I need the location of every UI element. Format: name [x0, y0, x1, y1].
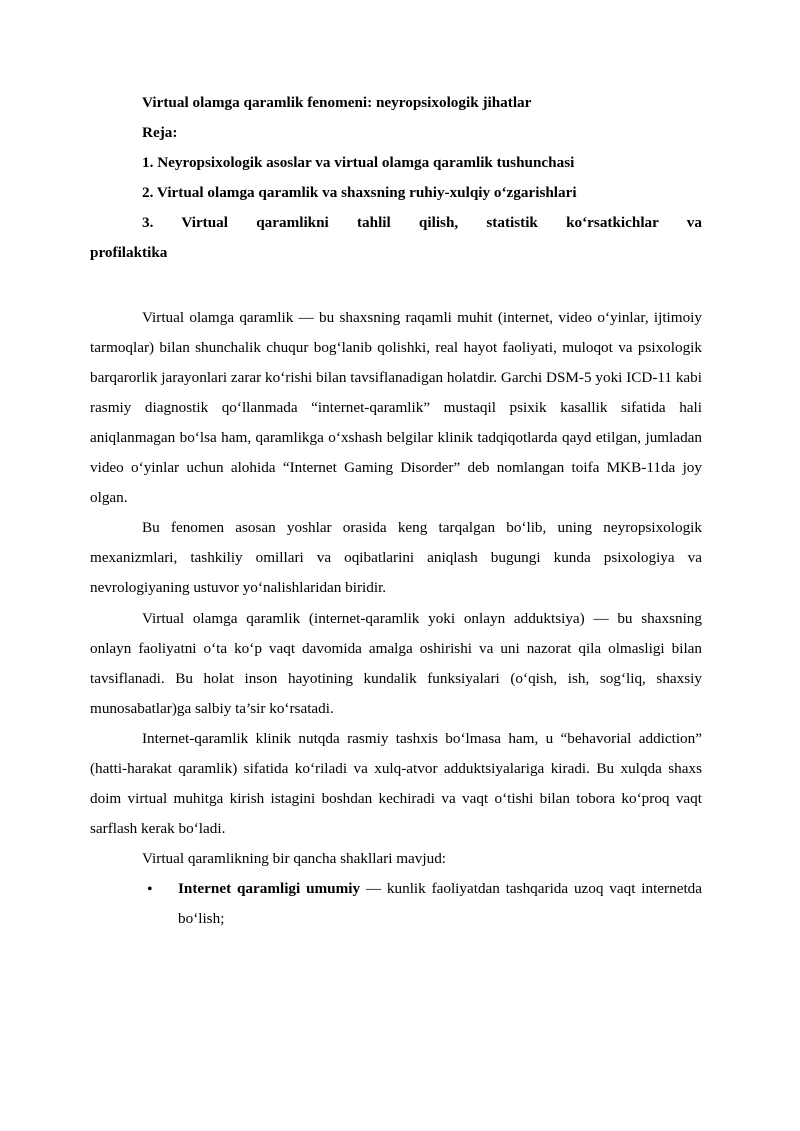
paragraph-1: Virtual olamga qaramlik — bu shaxsning raqamli muhit (internet, video o‘yinlar, ijtimoiy tarmoqlar) bilan shunchalik chuqur bog‘lanib qolishki, real hayot faoliyati, muloqot va psixologik barqarorlik jarayonlari zarar ko‘rishi bilan tavsiflanadigan holatdir. Garchi DSM-5 yoki ICD-11 kabi rasmiy diagnostik qo‘llanmada “internet-qaramlik” mustaqil psixik kasallik sifatida hali aniqlanmagan bo‘lsa ham, qaramlikga o‘xshash belgilar klinik tadqiqotlarda qayd etilgan, jumladan video o‘yinlar uchun alohida “Internet Gaming Disorder” deb nomlangan toifa MKB-11da joy olgan. — [90, 308, 702, 507]
list-item — [90, 874, 702, 934]
plan-label: Reja: — [142, 124, 178, 142]
list-item-lead: Internet qaramligi umumiy — [178, 880, 361, 898]
plan-item-2: 2. Virtual olamga qaramlik va shaxsning ruhiy-xulqiy o‘zgarishlari — [142, 184, 577, 202]
plan-item-3-continuation: profilaktika — [90, 244, 168, 262]
heading-block — [90, 88, 702, 269]
paragraph-5: Virtual qaramlikning bir qancha shakllari mavjud: — [142, 850, 447, 868]
paragraph-3: Virtual olamga qaramlik (internet-qaramlik yoki onlayn adduktsiya) — bu shaxsning onlayn faoliyatni o‘ta ko‘p vaqt davomida amalga oshirishi va uni nazorat qila olmasligi bilan tavsiflanadi. Bu holat inson hayotining kundalik funksiyalari (o‘qish, ish, sog‘liq, shaxsiy munosabatlar)ga salbiy ta’sir ko‘rsatadi. — [90, 609, 702, 717]
plan-item-1: 1. Neyropsixologik asoslar va virtual olamga qaramlik tushunchasi — [142, 154, 575, 172]
document-title: Virtual olamga qaramlik fenomeni: neyropsixologik jihatlar — [142, 94, 532, 111]
heading-body-spacer — [90, 269, 702, 303]
bullet-list — [90, 874, 702, 934]
document-body — [90, 88, 702, 935]
bullet-icon: • — [147, 881, 153, 899]
paragraph-4: Internet-qaramlik klinik nutqda rasmiy tashxis bo‘lmasa ham, u “behavorial addiction” (hatti-harakat qaramlik) sifatida ko‘riladi va xulq-atvor adduktsiyalariga kiradi. Bu xulqda shaxs doim virtual muhitga kirish istagini boshdan kechiradi va vaqt o‘tishi bilan tobora ko‘proq vaqt sarflash kerak bo‘ladi. — [90, 729, 702, 838]
paragraph-2: Bu fenomen asosan yoshlar orasida keng tarqalgan bo‘lib, uning neyropsixologik mexanizmlari, tashkiliy omillari va oqibatlarini aniqlash bugungi kunda psixologiya va nevrologiyaning ustuvor yo‘nalishlaridan biridir. — [90, 519, 702, 597]
list-item-text: — kunlik faoliyatdan tashqarida uzoq vaqt internetda bo‘lish; — [178, 880, 702, 928]
plan-item-3: 3. Virtual qaramlikni tahlil qilish, statistik ko‘rsatkichlar va — [142, 214, 702, 232]
